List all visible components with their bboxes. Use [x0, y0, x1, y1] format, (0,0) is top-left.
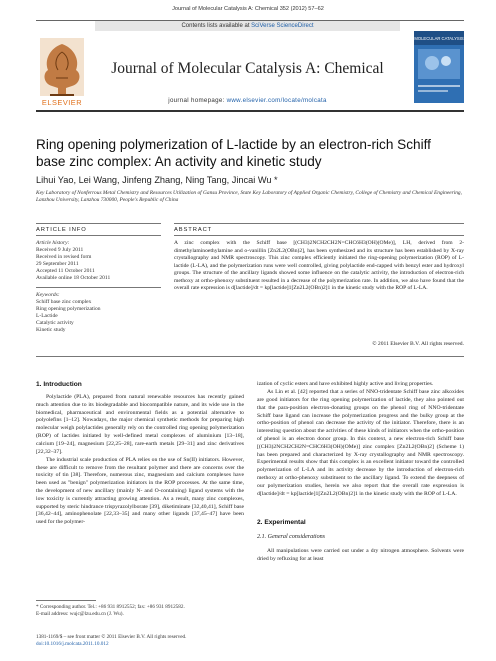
abstract-copyright: © 2011 Elsevier B.V. All rights reserved. [372, 341, 464, 347]
journal-reference: Journal of Molecular Catalysis A: Chemical 352 (2012) 57–62 [172, 6, 324, 12]
history-item: Received 9 July 2011 [36, 247, 84, 254]
article-info-top-rule [36, 223, 161, 224]
body-paragraph: The industrial scale production of PLA relies on the use of Sn(II) initiators. However, these are difficult to remove from the resultant polymer and there are concerns over the toxicity of tin [38]. Therefore, numerous zinc, magnesium and calcium complexes have been used as "benign" polymerization initiators in the ROP processes. At the same time, the development of new ancillary (mainly N- and O-containing) ligand systems with the low toxicity is currently attracting growing attention. As a result, many zinc complexes, supported by steric hindrance trispyrazolylborate [39], diketiminate [32,40,41], Schiff base [36,42–44], aminophenolate [22,33–35] and many other ligands [37,45–47] have been used for the polymer- [36, 456, 244, 526]
body-paragraph: All manipulations were carried out under a dry nitrogen atmosphere. Solvents were dried by refluxing for at least [257, 548, 464, 562]
footnote-rule [36, 600, 96, 601]
keywords-heading: Keywords: [36, 292, 60, 298]
abstract-label: ABSTRACT [174, 227, 213, 233]
publisher-name: ELSEVIER [41, 98, 83, 107]
author-affiliation: Key Laboratory of Nonferrous Metal Chemistry and Resources Utilization of Gansu Province, State Key Laboratory of Applied Organic Chemistry, College of Chemistry and Chemical Engineering, Lanzhou University, Lanzhou 730000, People's Republic of China [36, 190, 462, 204]
journal-cover-icon [414, 31, 464, 103]
abstract-bottom-rule [36, 356, 464, 357]
doi-link[interactable]: doi:10.1016/j.molcata.2011.10.012 [36, 641, 109, 647]
article-identifiers [36, 634, 266, 648]
contents-availability-bar [95, 21, 400, 31]
contents-prefix: Contents lists available at [181, 23, 252, 29]
article-title: Ring opening polymerization of L-lactide by an electron-rich Schiff base zinc complex: An activity and kinetic study [36, 137, 431, 169]
keyword-item: Catalytic activity [36, 320, 74, 327]
history-item: Available online 18 October 2011 [36, 275, 111, 282]
journal-title: Journal of Molecular Catalysis A: Chemical [111, 60, 384, 77]
body-paragraph-continuation: ization of cyclic esters and have exhibited highly active and living properties. [257, 381, 434, 387]
introduction-text [36, 394, 244, 528]
keyword-item: Kinetic study [36, 327, 66, 334]
keywords-block [36, 292, 156, 335]
keyword-item: Schiff base zinc complex [36, 299, 92, 306]
abstract-text: A zinc complex with the Schiff base [(CH3)2NCH2CH2N=CHC6H3(OH)(OMe)], LH, derived from 2-dimethylaminoethylamine and o-vanillin [Zn2L2(OBn)2], has been synthesized and its structure has been established by X-ray crystallography and NMR spectroscopy. This zinc complex efficiently initiated the ring-opening polymerization (ROP) of L-lactide (L-LA), and the polymerization runs were well controlled, giving polylactide end-capped with benzyl ester and hydroxyl groups. The structure of the ancillary ligands showed some influence on the catalytic activity, the introduction of electron-rich methoxy at ortho-phenoxy substituent resulted in a decrease of the polymerization rate. In addition, we also have found that the overall rate expression is d[lactide]/dt = kp[lactide]1[Zn2L2(OBn)2]1 in the kinetic study with the ROP of L-LA. [174, 240, 464, 291]
journal-homepage [95, 97, 400, 104]
elsevier-tree-logo-icon [36, 34, 88, 108]
author-email: E-mail address: wujc@lzu.edu.cn (J. Wu). [36, 611, 124, 617]
article-history [36, 240, 156, 283]
section-heading-introduction: 1. Introduction [36, 381, 82, 388]
keywords-rule [36, 287, 161, 288]
history-item: Accepted 11 October 2011 [36, 268, 95, 275]
author-list: Lihui Yao, Lei Wang, Jinfeng Zhang, Ning Tang, Jincai Wu * [36, 175, 278, 185]
general-considerations-text [257, 548, 464, 564]
section-heading-experimental: 2. Experimental [257, 519, 306, 526]
abstract-label-rule [174, 235, 464, 236]
history-item: 29 September 2011 [36, 261, 79, 268]
keyword-item: L-Lactide [36, 313, 58, 320]
corresponding-author: * Corresponding author. Tel.: +86 931 8912552; fax: +86 931 8912582. [36, 604, 185, 610]
history-item: Received in revised form [36, 254, 92, 261]
abstract-top-rule [174, 223, 464, 224]
sciencedirect-link[interactable]: SciVerse ScienceDirect [251, 23, 314, 29]
homepage-prefix: journal homepage: [168, 97, 227, 104]
keyword-item: Ring opening polymerization [36, 306, 101, 313]
corresponding-author-footnote [36, 604, 244, 618]
homepage-url[interactable]: www.elsevier.com/locate/molcata [226, 97, 327, 104]
body-paragraph: Polylactide (PLA), prepared from natural renewable resources has recently gained much attention due to its biodegradable and biocompatible nature, and its wide use in the biomedical, pharmaceutical and environmental fields as a potential alternative to polyolefins [1–12]. Nowadays, the major chemical synthetic methods for preparing high molecular weigh polylactides generally rely on the controlled ring opening polymerization (ROP) of lactides initiated by well-defined metal complexes of aluminium [13–18], calcium [19–24], magnesium [22,25–28], rare-earth metals [29–31] and zinc derivatives [22,32–37]. [36, 394, 244, 455]
body-paragraph: As Lin et al. [42] reported that a series of NNO-tridentate Schiff base zinc alkoxides are good initiators for the ring opening polymerization of lactide, they also pointed out that the para-position electron-donating groups on the phenol ring of NNO-tridentate Schiff base ligand can increase the polymerization progress and the bulky group at the ortho-position of phenol can decrease the activity of the initiator. Therefore, there is an interesting question about the activities of these kinds of initiators when the ortho-position of phenol is an electron donor group. In this context, a new electron-rich Schiff base [(CH3)2NCH2CH2N=CHC6H3(OH)(OMe)] zinc complex [Zn2L2(OBn)2] (Scheme 1) has been prepared and characterized by X-ray crystallography and NMR spectroscopy. Experimental results show that this complex is an excellent initiator toward the controlled polymerization of L-LA and its activity decrease by the introduction of electron-rich methoxy at ortho-phenoxy substituent to the ancillary ligand. To extend the deepness of our polymerization studies, herein we also report that the overall rate expression is d[lactide]/dt = kp[lactide]1[Zn2L2(OBn)2]1 in the kinetic study with the ROP of L-LA. [257, 389, 464, 497]
cover-title: MOLECULAR CATALYSIS [414, 36, 464, 41]
issn-line: 1381-1169/$ – see front matter © 2011 Elsevier B.V. All rights reserved. [36, 634, 187, 640]
article-info-label: ARTICLE INFO [36, 227, 87, 233]
history-heading: Article history: [36, 240, 70, 246]
article-info-label-rule [36, 235, 161, 236]
right-column-text [257, 381, 464, 499]
subsection-heading-general: 2.1. General considerations [257, 534, 326, 540]
